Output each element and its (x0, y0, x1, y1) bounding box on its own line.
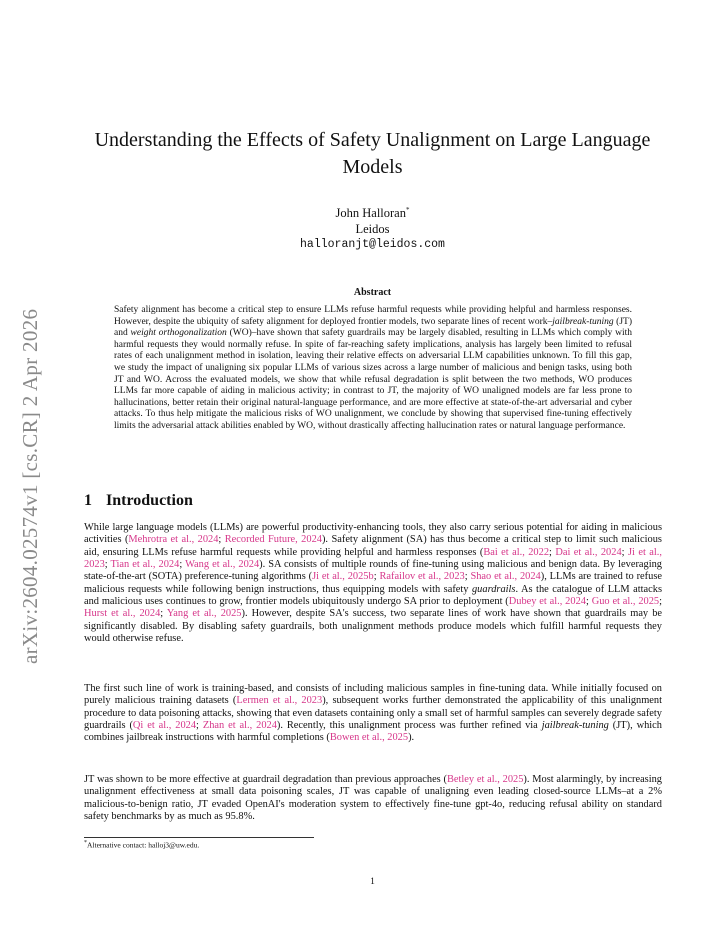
separator: ; (160, 608, 167, 620)
citation-link[interactable]: Zhan et al., 2024 (202, 720, 277, 732)
footnote (84, 840, 199, 850)
citation-link[interactable]: Recorded Future, 2024 (224, 534, 322, 546)
paragraph-text: ). However, despite SA's success, two separate lines of work have shown that guardrails may be significantly disabled. By disabling safety guardrails, both unalignment methods produce models which fulfill harmful requests they would otherwise refuse. (84, 608, 662, 645)
abstract-heading: Abstract (353, 287, 392, 298)
separator: ; (621, 546, 628, 558)
footnote-mark: * (84, 840, 87, 846)
paragraph-text: While large language models (LLMs) are powerful productivity-enhancing tools, they also carry serious potential for aiding in malicious activities ( (84, 522, 662, 546)
citation-link[interactable]: Wang et al., 2024 (185, 559, 260, 571)
abstract-text: (WO)–have shown that safety guardrails may be largely disabled, resulting in LLMs which comply with harmful requests they would normally refuse. In spite of far-reaching safety implications, analysis has largely been limited to refusal rates of each unalignment method in isolation, leaving their relative effects on adversarial LLM capabilities unknown. To fill this gap, we study the impact of unaligning six popular LLMs of various sizes across a large number of malicious and benign tasks, using both JT and WO. Across the evaluated models, we show that while refusal degradation is split between the two methods, WO produces LLMs far more capable of aiding in malicious activity; in contrast to JT, the majority of WO unaligned models are far less prone to hallucinations, better retain their original natural-language performance, and are more effective at state-of-the-art adversarial and cyber attacks. To thus help mitigate the malicious risks of WO unalignment, we conclude by showing that supervised fine-tuning effectively limits the adversarial attack abilities enabled by WO, without drastically affecting hallucination rates or natural language performance. (114, 328, 632, 431)
arxiv-identifier-text: arXiv:2604.02574v1 [cs.CR] 2 Apr 2026 (18, 308, 42, 664)
abstract-text: (JT) and (114, 316, 632, 339)
citation-link[interactable]: Ji et al., 2023 (84, 546, 662, 571)
section-number: 1 (84, 492, 92, 509)
paragraph-text: The first such line of work is training-based, and consists of including malicious samples in fine-tuning data. While initially focused on purely malicious training datasets ( (84, 683, 662, 707)
separator: ; (659, 596, 662, 608)
citation-link[interactable]: Rafailov et al., 2023 (379, 571, 465, 583)
citation-link[interactable]: Lermen et al., 2023 (236, 695, 323, 707)
arxiv-identifier (18, 264, 48, 664)
citation-link[interactable]: Dubey et al., 2024 (508, 596, 586, 608)
footnote-text: Alternative contact: halloj3@uw.edu. (87, 840, 200, 850)
paragraph-text: ). SA consists of multiple rounds of fine-tuning using malicious and benign data. By leveraging state-of-the-art (SOTA) preference-tuning algorithms ( (84, 559, 662, 583)
paragraph-text: ), subsequent works further demonstrated the applicability of this unalignment procedure to data poisoning attacks, showing that even datasets containing only a small set of harmful samples can severely degrade safety guardrails ( (84, 695, 662, 732)
paragraph-text: ). Recently, this unalignment process was further refined via (276, 720, 542, 732)
separator: ; (585, 596, 592, 608)
citation-link[interactable]: Hurst et al., 2024 (84, 608, 161, 620)
citation-link[interactable]: Dai et al., 2024 (555, 546, 622, 558)
citation-link[interactable]: Bai et al., 2022 (483, 546, 550, 558)
separator: ; (218, 534, 225, 546)
citation-link[interactable]: Yang et al., 2025 (166, 608, 242, 620)
emphasis-term: jailbreak-tuning (541, 720, 609, 732)
author-email: halloranjt@leidos.com (300, 238, 445, 252)
section-heading (84, 492, 193, 510)
author-affiliation: Leidos (355, 222, 390, 237)
section-title: Introduction (106, 492, 193, 509)
paragraph-text: ), LLMs are trained to refuse malicious requests while following benign instructions, thus equipping models with safety (84, 571, 662, 595)
separator: ; (196, 720, 203, 732)
author-block (80, 202, 665, 253)
paragraph-1 (84, 522, 662, 645)
paragraph-text: JT was shown to be more effective at guardrail degradation than previous approaches ( (84, 774, 447, 785)
page-number: 1 (370, 877, 375, 887)
citation-link[interactable]: Bowen et al., 2025 (329, 732, 409, 744)
abstract-body (114, 305, 632, 433)
author-name: John Halloran (335, 206, 406, 221)
separator: ; (179, 559, 186, 571)
separator: ; (549, 546, 556, 558)
footnote-rule (84, 837, 314, 838)
paragraph-text: . As the catalogue of LLM attacks and malicious uses continues to grow, frontier models ubiquitously undergo SA prior to deployment ( (84, 583, 662, 608)
paragraph-text: ). (408, 732, 415, 744)
abstract-term: jailbreak-tuning (552, 316, 614, 327)
paragraph-2 (84, 683, 662, 745)
citation-link[interactable]: Tian et al., 2024 (110, 559, 180, 571)
separator: ; (464, 571, 471, 583)
citation-link[interactable]: Mehrotra et al., 2024 (128, 534, 219, 546)
paragraph-text: ). Most alarmingly, by increasing unalignment effectiveness at small data poisoning scales, JT was capable of unaligning even leading closed-source LLMs–at a 2% malicious-to-benign ratio, JT evaded OpenAI's moderation system to effectively fine-tune gpt-4o, reducing refusal ability on standard safety benchmarks by as much as 95.8%. (84, 774, 662, 823)
author-footnote-mark: * (405, 206, 410, 214)
paragraph-3 (84, 774, 662, 823)
abstract-text: Safety alignment has become a critical step to ensure LLMs refuse harmful requests while providing helpful and harmless responses. However, despite the ubiquity of safety alignment for deployed frontier models, two separate lines of recent work– (114, 305, 632, 327)
citation-link[interactable]: Ji et al., 2025b (312, 571, 374, 583)
separator: ; (373, 571, 380, 583)
paragraph-text: ). Safety alignment (SA) has thus become a critical step to limit such malicious aid, ensuring LLMs refuse harmful requests while providing helpful and harmless responses ( (84, 534, 662, 558)
citation-link[interactable]: Guo et al., 2025 (591, 596, 660, 608)
paper-title: Understanding the Effects of Safety Unalignment on Large Language Models (94, 129, 651, 178)
abstract-term: weight orthogonalization (130, 328, 227, 339)
citation-link[interactable]: Qi et al., 2024 (132, 720, 197, 732)
citation-link[interactable]: Shao et al., 2024 (470, 571, 541, 583)
separator: ; (104, 559, 111, 571)
paragraph-text: (JT), which combines jailbreak instructions with harmful completions ( (84, 720, 662, 744)
emphasis-term: guardrails (471, 583, 516, 595)
citation-link[interactable]: Betley et al., 2025 (446, 774, 524, 785)
